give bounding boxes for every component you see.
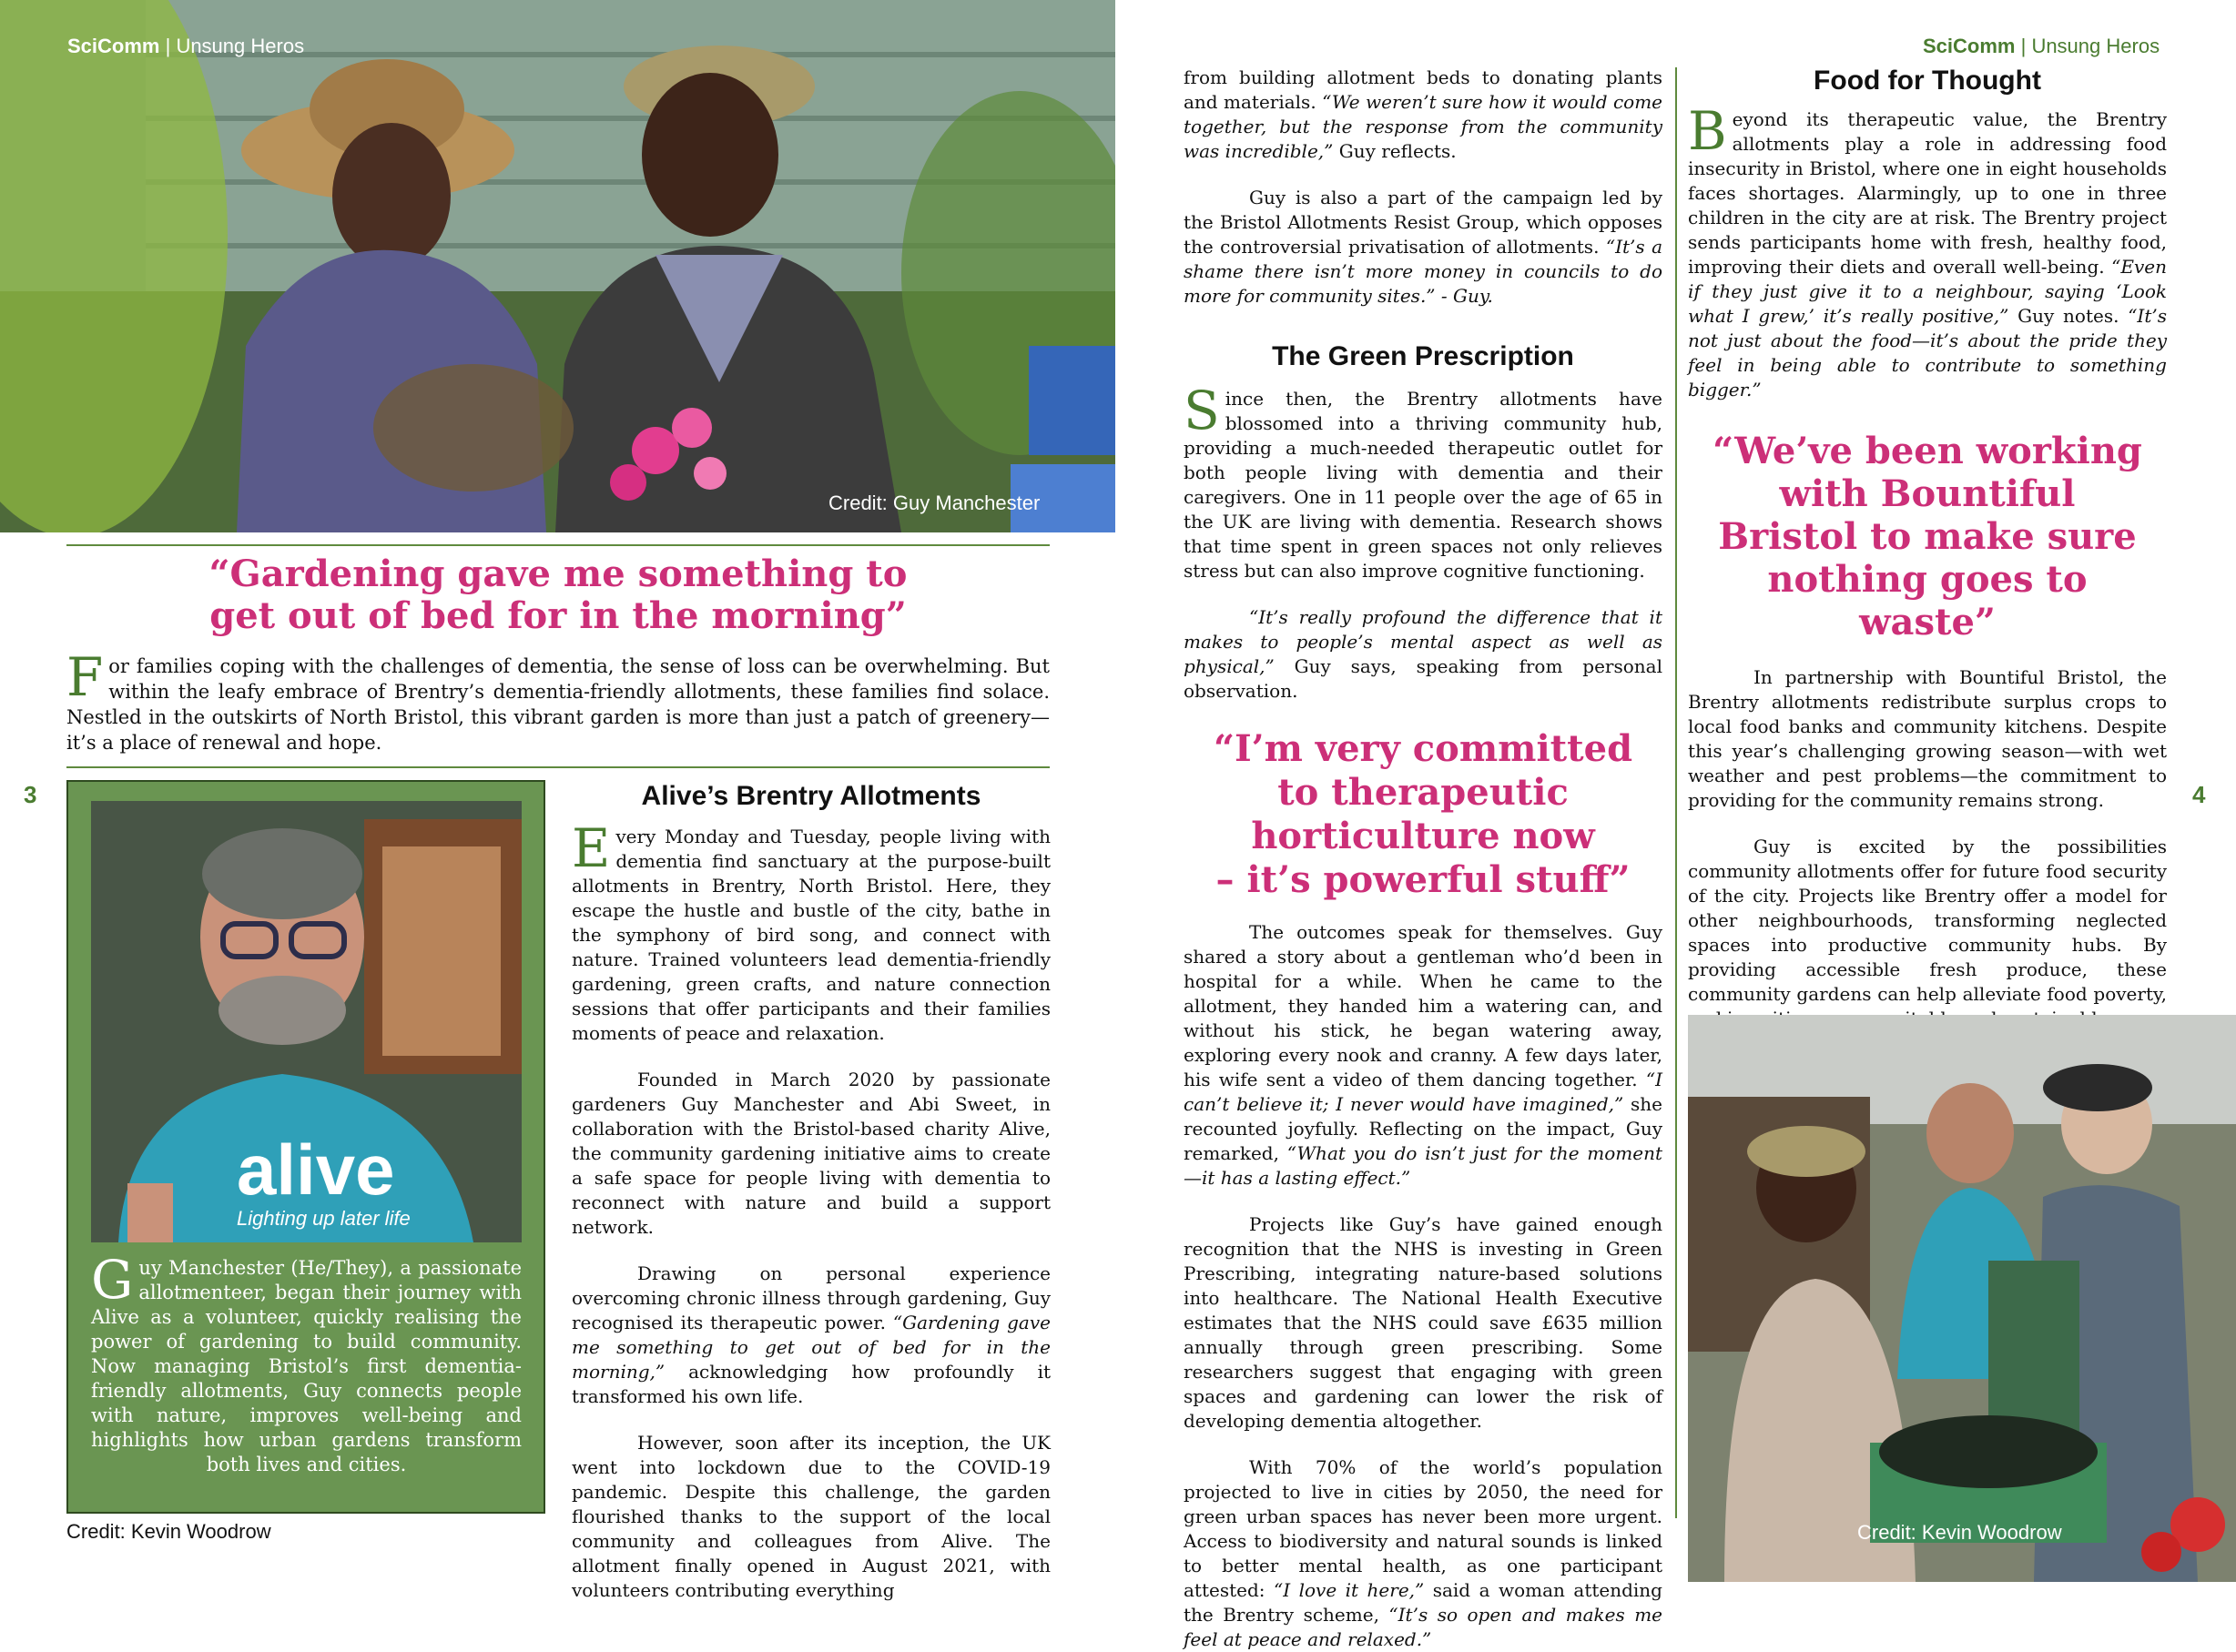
heading-alive: Alive’s Brentry Allotments [641,781,981,811]
page-number-right: 4 [2192,781,2206,808]
sidebar-text: uy Manchester (He/They), a passionate allotmenteer, began their journey with Alive as a volunteer, quickly realising the power of gardening to build community. Now managing Bristol’s first dementia-friendly allotments, Guy connects people with nature, improves well-being and highlights how urban gardens transform both lives and cities. [91,1257,522,1475]
right-quote-line: nothing goes to [1767,558,2088,601]
quote-rule-top [66,544,1050,546]
middle-quote-line: to therapeutic [1277,771,1569,814]
green-p5-quote: “I love it here,” [1274,1579,1425,1601]
intro-paragraph [66,646,1050,755]
green-paragraph-5 [1184,1455,1662,1652]
sidebar-dropcap: G [91,1249,134,1311]
green-p3-quote2: “What you do isn’t just for the moment—it has a lasting effect.” [1184,1142,1662,1189]
page-number-left: 3 [24,781,37,808]
middle-p1-start: from building allotment beds to donating plants and materials. [1184,66,1662,113]
green-p2-quote: “It’s really profound the difference that it makes to people’s mental aspect as well as physical,” [1184,606,1662,677]
column-alive [572,781,1051,1603]
volunteers-gardening-illustration [1688,1015,2236,1582]
green-dropcap: S [1184,380,1220,441]
column-divider [1675,67,1677,1518]
alive-paragraph-3 [572,1262,1051,1409]
top-photo-credit: Credit: Guy Manchester [828,492,1041,514]
alive-paragraph-2: Founded in March 2020 by passionate gardeners Guy Manchester and Abi Sweet, in collaboration with the Bristol-based charity Alive, the community gardening initiative aims to create a safe space for people living with dementia to reconnect with nature and build a support network. [572,1069,1051,1238]
green-p3-quote: “I can’t believe it; I never would have imagined,” [1184,1069,1662,1115]
alive-paragraph-1 [572,817,1051,1046]
right-quote-line: waste” [1859,601,1996,644]
intro-dropcap: F [66,646,104,708]
green-paragraph-4: Projects like Guy’s have gained enough recognition that the NHS is investing in Green Prescribing, integrating nature-based solutions into healthcare. The National Health Executive estimates that the NHS could save £635 million annually through green prescribing. Some researchers suggest that engaging with green spaces and gardening can lower the risk of developing dementia altogether. [1184,1213,1662,1432]
middle-p2-start: Guy is also a part of the campaign led by the Bristol Allotments Resist Group, which opposes the controversial privatisation of allotments. [1184,187,1662,258]
food-paragraph-1 [1688,100,2167,402]
middle-p1-end: Guy reflects. [1333,140,1457,162]
food-p1-quote2: “It’s not just about the food—it’s about the pride they feel in being able to contribute to something bigger.” [1688,305,2167,400]
right-pull-quote [1688,430,2167,644]
green-p5-mid: said a woman attending the Brentry scheme, [1184,1579,1662,1626]
alive-paragraph-4: However, soon after its inception, the UK went into lockdown due to the COVID-19 pandemic. Despite this challenge, the garden flourished thanks to the support of the local community and colleagues from Alive. The allotment finally opened in August 2021, with volunteers contributing everything [572,1432,1051,1601]
intro-rule-bottom [66,766,1050,768]
intro-text: or families coping with the challenges of dementia, the sense of loss can be overwhelming. But within the leafy embrace of Brentry’s dementia-friendly allotments, these families find solace. Nestled in the outskirts of North Bristol, this vibrant garden is more than just a patch of greenery—it’s a place of renewal and hope. [66,655,1050,754]
heading-food-for-thought: Food for Thought [1814,66,2041,96]
right-quote-line: “We’ve been working [1713,430,2142,472]
right-quote-line: with Bountiful [1779,472,2076,515]
food-p1-quote: “Even if they just give it to a neighbour, saying ‘Look what I grew,’ it’s really positive,” [1688,256,2167,327]
top-photo [0,0,1115,532]
column-middle [1184,66,1662,1652]
main-quote-line: “Gardening gave me something to [208,552,908,595]
food-p1-mid: Guy notes. [2008,305,2129,327]
alive-p3-quote: “Gardening gave me something to get out of bed for in the morning,” [572,1312,1051,1383]
green-p3-start: The outcomes speak for themselves. Guy shared a story about a gentleman who’d been in hospital for a while. When he came to the allotment, they handed him a watering can, and without his stick, he began watering away, exploring every nook and cranny. A few days later, his wife sent a video of them dancing together. [1184,921,1662,1090]
portrait-credit: Credit: Kevin Woodrow [66,1520,271,1543]
tshirt-tagline: Lighting up later life [237,1207,411,1230]
middle-p2-quote: “It’s a shame there isn’t more money in councils to do more for community sites.” - Guy. [1184,236,1662,307]
middle-paragraph-2 [1184,186,1662,309]
green-paragraph-2 [1184,605,1662,704]
main-quote-line: get out of bed for in the morning” [209,594,907,637]
bottom-photo-credit: Credit: Kevin Woodrow [1857,1521,2062,1544]
right-header-brand: SciComm [1923,35,2016,57]
green-p2-end: Guy says, speaking from personal observation. [1184,655,1662,702]
middle-quote-line: – it’s powerful stuff” [1215,858,1631,901]
food-p1-start: eyond its therapeutic value, the Brentry allotments play a role in addressing food insecurity in Bristol, where one in eight households faces shortages. Alarmingly, up to one in three children in the city are at risk. The Brentry project sends participants home with fresh, healthy food, improving their diets and overall well-being. [1688,108,2167,278]
alive-p3-start: Drawing on personal experience overcoming chronic illness through gardening, Guy recognised its therapeutic power. [572,1262,1051,1333]
green-paragraph-3 [1184,920,1662,1191]
green-p5-quote2: “It’s so open and makes me feel at peace and relaxed.” [1184,1604,1662,1650]
left-header: SciComm | Unsung Heros [67,35,305,57]
right-header: SciComm | Unsung Heros [1923,35,2160,57]
sidebar-bio [91,1249,522,1477]
alive-p3-end: acknowledging how profoundly it transformed his own life. [572,1361,1051,1407]
volunteers-photo [1688,1015,2236,1582]
garden-couple-illustration [0,0,1115,532]
left-header-section: Unsung Heros [176,35,305,57]
middle-p1-quote: “We weren’t sure how it would come together, but the response from the community was incredible,” [1184,91,1662,162]
green-p1-text: ince then, the Brentry allotments have blossomed into a thriving community hub, providing a much-needed therapeutic outlet for both people living with dementia and their caregivers. One in 11 people over the age of 65 in the UK are living with dementia. Research shows that time spent in green spaces not only relieves stress but can also improve cognitive functioning. [1184,388,1662,582]
alive-dropcap: E [572,817,611,879]
alive-p1-text: very Monday and Tuesday, people living with dementia find sanctuary at the purpose-built allotments in Brentry, North Bristol. Here, they escape the hustle and bustle of the city, bathe in the symphony of bird song, and connect with nature. Trained volunteers lead dementia-friendly gardening, green crafts, and nature connection sessions that offer participants and their families moments of peace and relaxation. [572,826,1051,1044]
column-right [1688,66,2167,1031]
tshirt-brand: alive [237,1130,395,1210]
middle-quote-line: horticulture now [1251,815,1595,857]
main-pull-quote [66,553,1050,637]
food-paragraph-2: In partnership with Bountiful Bristol, the Brentry allotments redistribute surplus crops to local food banks and community kitchens. Despite this year’s challenging growing season—with wet weather and pest problems—the commitment to providing for the community remains strong. [1688,666,2167,811]
green-p3-mid: she recounted joyfully. Reflecting on the impact, Guy remarked, [1184,1093,1662,1164]
right-quote-line: Bristol to make sure [1718,515,2137,558]
middle-paragraph-1 [1184,66,1662,164]
green-paragraph-1 [1184,380,1662,583]
middle-pull-quote [1184,727,1662,902]
food-paragraph-3: Guy is excited by the possibilities community allotments offer for future food security of the city. Projects like Brentry offer a model for other neighbourhoods, transforming neglected spaces into productive community hubs. By providing accessible fresh produce, these community gardens can help alleviate food poverty, [1688,836,2167,1005]
left-header-brand: SciComm [67,35,160,57]
middle-quote-line: “I’m very committed [1213,727,1633,770]
food-dropcap: B [1688,100,1727,162]
right-header-section: Unsung Heros [2031,35,2160,57]
heading-green-prescription: The Green Prescription [1272,341,1574,371]
green-p5-start: With 70% of the world’s population projected to live in cities by 2050, the need for green urban spaces has never been more urgent. Access to biodiversity and natural sounds is linked to better mental health, as one participant attested: [1184,1456,1662,1601]
portrait-photo [91,801,522,1242]
